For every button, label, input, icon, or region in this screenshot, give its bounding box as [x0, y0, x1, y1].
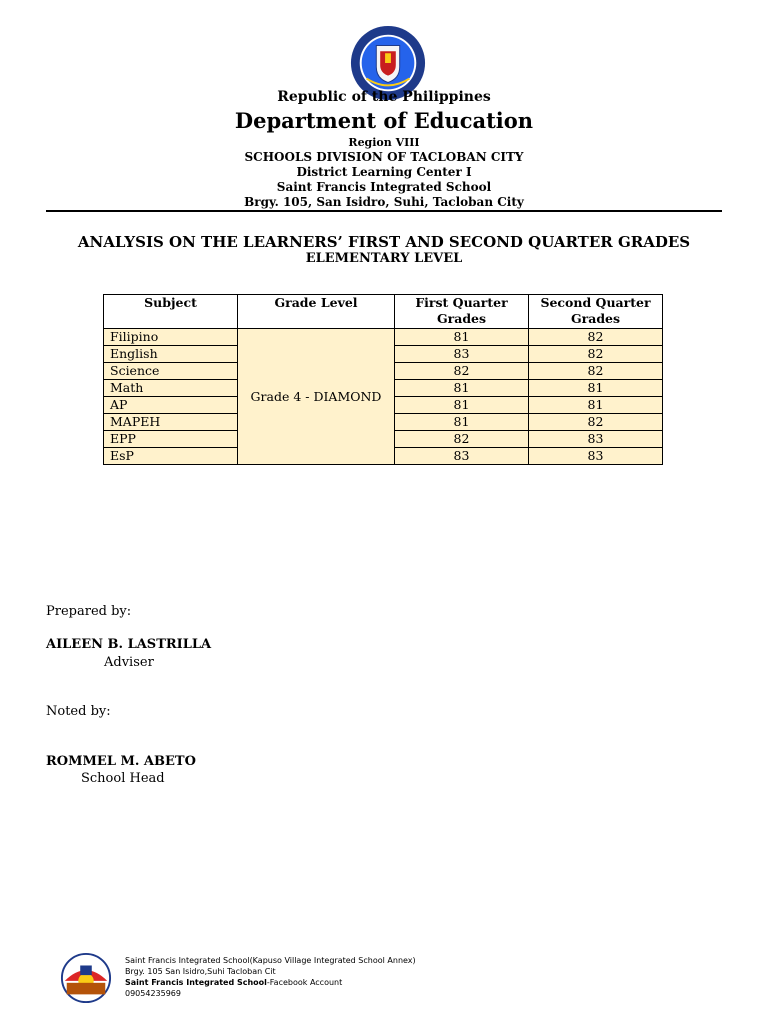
prepared-by-label: Prepared by: — [46, 604, 132, 619]
school-line: Saint Francis Integrated School — [276, 180, 492, 194]
district-line: District Learning Center I — [296, 165, 472, 179]
footer-facebook-suffix: -Facebook Account — [266, 978, 343, 987]
subject-cell: Math — [104, 380, 238, 397]
header-grade-level: Grade Level — [238, 295, 395, 329]
subject-cell: EPP — [104, 431, 238, 448]
q1-cell: 81 — [395, 380, 529, 397]
header-first-quarter: First Quarter Grades — [395, 295, 529, 329]
q1-cell: 81 — [395, 397, 529, 414]
grades-table — [103, 294, 663, 465]
q1-cell: 82 — [395, 363, 529, 380]
q2-cell: 82 — [529, 363, 663, 380]
footer-facebook-name: Saint Francis Integrated School — [125, 978, 267, 987]
prepared-by-role: Adviser — [104, 655, 154, 670]
q1-cell: 83 — [395, 448, 529, 465]
subject-cell: EsP — [104, 448, 238, 465]
school-logo — [57, 952, 115, 1004]
noted-by-name: ROMMEL M. ABETO — [46, 754, 196, 769]
header-subject: Subject — [104, 295, 238, 329]
q2-cell: 81 — [529, 397, 663, 414]
grade-level-cell: Grade 4 - DIAMOND — [238, 329, 395, 465]
footer-phone: 09054235969 — [125, 989, 181, 998]
noted-by-label: Noted by: — [46, 704, 111, 719]
region-line: Region VIII — [348, 136, 420, 149]
report-title: ANALYSIS ON THE LEARNERS’ FIRST AND SECOND QUARTER GRADES — [77, 233, 691, 251]
subject-cell: MAPEH — [104, 414, 238, 431]
q2-cell: 83 — [529, 431, 663, 448]
subject-cell: AP — [104, 397, 238, 414]
noted-by-role: School Head — [81, 771, 165, 786]
address-line: Brgy. 105, San Isidro, Suhi, Tacloban City — [244, 195, 524, 209]
q2-cell: 83 — [529, 448, 663, 465]
header-second-quarter: Second Quarter Grades — [529, 295, 663, 329]
q1-cell: 81 — [395, 414, 529, 431]
q2-cell: 81 — [529, 380, 663, 397]
q2-cell: 82 — [529, 414, 663, 431]
q1-cell: 81 — [395, 329, 529, 346]
department-heading: Department of Education — [234, 108, 534, 133]
q2-cell: 82 — [529, 329, 663, 346]
q2-cell: 82 — [529, 346, 663, 363]
table-row — [104, 329, 663, 346]
table-header-row — [104, 295, 663, 329]
prepared-by-name: AILEEN B. LASTRILLA — [46, 637, 212, 652]
subject-cell: Science — [104, 363, 238, 380]
letterhead-divider — [46, 210, 722, 212]
division-line: SCHOOLS DIVISION OF TACLOBAN CITY — [244, 150, 524, 164]
footer-facebook — [125, 977, 342, 988]
subject-cell: English — [104, 346, 238, 363]
q1-cell: 82 — [395, 431, 529, 448]
footer-school-name: Saint Francis Integrated School(Kapuso Village Integrated School Annex) — [125, 956, 416, 965]
report-subtitle: ELEMENTARY LEVEL — [305, 251, 463, 266]
q1-cell: 83 — [395, 346, 529, 363]
subject-cell: Filipino — [104, 329, 238, 346]
republic-heading: Republic of the Philippines — [277, 89, 491, 105]
footer-address: Brgy. 105 San Isidro,Suhi Tacloban Cit — [125, 967, 276, 976]
